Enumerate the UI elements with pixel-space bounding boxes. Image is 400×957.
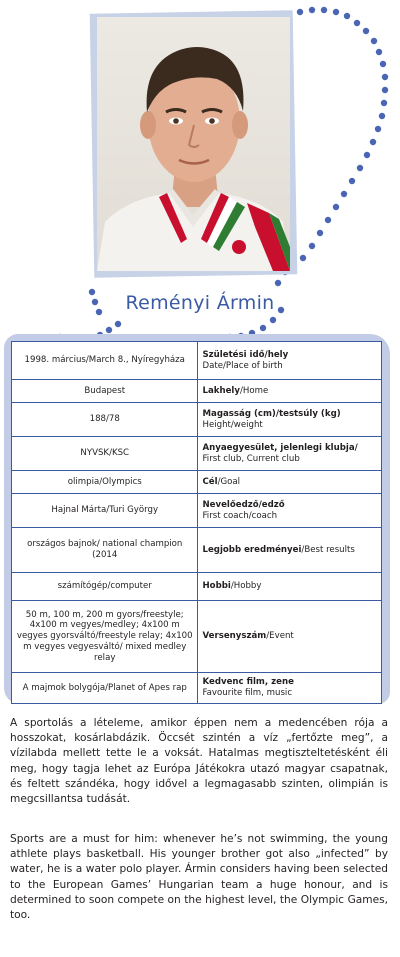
info-value: számítógép/computer	[12, 573, 198, 601]
athlete-name: Reményi Ármin	[125, 292, 275, 314]
label-hu: Hobbi	[202, 581, 231, 592]
label-hu: Nevelőedző/edző	[202, 499, 285, 510]
label-hu: Lakhely	[202, 385, 240, 396]
label-en: /Event	[266, 631, 294, 642]
label-hu: Legjobb eredményei	[202, 544, 302, 555]
label-en: /Hobby	[230, 581, 262, 592]
bio-paragraph-english: Sports are a must for him: whenever he’s not swimming, the young athlete plays basketball. His younger brother got also „infected” by water, he is a water polo player. Ármin considers having been selected to the European Games’ Hungarian team a huge honour, and is determined to soon compete on the highest level, the Olympic Games, too.	[10, 833, 388, 922]
info-label	[198, 573, 382, 601]
info-row-best-results	[12, 528, 382, 573]
info-label	[198, 673, 382, 704]
info-row-favourites	[12, 673, 382, 704]
label-en: /Best results	[301, 544, 355, 555]
label-hu: Versenyszám	[202, 631, 267, 642]
label-en: First club, Current club	[202, 453, 300, 464]
athlete-info-table	[11, 341, 382, 704]
label-en: First coach/coach	[202, 510, 278, 521]
bio-paragraph-hungarian: A sportolás a lételeme, amikor éppen nem a medencében rója a hosszokat, kosárlabdázik. Öccsét szintén a víz „fertőzte meg”, a vízilabda mellett tette le a voksát. Hatalmas megtiszteltetésként éli meg, hogy tagja lehet az Európa Játékokra utazó magyar csapatnak, és feltett szándéka, hogy idővel a legmagasabb szinten, olimpián is megcsillantsa tudását.	[10, 717, 388, 806]
info-label	[198, 528, 382, 573]
info-label	[198, 601, 382, 673]
info-row-event	[12, 601, 382, 673]
label-hu: Születési idő/hely	[202, 349, 289, 360]
info-value: NYVSK/KSC	[12, 437, 198, 471]
label-hu: Anyaegyesület, jelenlegi klubja/	[202, 442, 358, 453]
label-hu: Magasság (cm)/testsúly (kg)	[202, 408, 341, 419]
label-en: /Goal	[217, 476, 241, 487]
info-value: Budapest	[12, 380, 198, 403]
info-label	[198, 471, 382, 494]
label-en: Height/weight	[202, 419, 263, 430]
info-row-birth	[12, 342, 382, 380]
info-row-hobby	[12, 573, 382, 601]
info-row-coach	[12, 494, 382, 528]
info-label	[198, 380, 382, 403]
info-row-goal	[12, 471, 382, 494]
label-en: /Home	[239, 385, 269, 396]
label-hu: Cél	[202, 476, 218, 487]
label-en: Favourite film, music	[202, 688, 293, 698]
info-label	[198, 494, 382, 528]
info-row-club	[12, 437, 382, 471]
info-label	[198, 437, 382, 471]
info-value: A majmok bolygója/Planet of Apes rap	[12, 673, 198, 704]
info-value: Hajnal Márta/Turi György	[12, 494, 198, 528]
info-row-height-weight	[12, 403, 382, 437]
info-value: 50 m, 100 m, 200 m gyors/freestyle; 4x100 m vegyes/medley; 4x100 m vegyes gyorsváltó/freestyle relay; 4x100 m vegyes vegyesváltó/ mixed medley relay	[12, 601, 198, 673]
info-value: országos bajnok/ national champion (2014	[12, 528, 198, 573]
info-label	[198, 403, 382, 437]
info-value: 188/78	[12, 403, 198, 437]
info-value: 1998. március/March 8., Nyíregyháza	[12, 342, 198, 380]
athlete-portrait	[97, 17, 290, 271]
label-hu: Kedvenc film, zene	[202, 677, 294, 688]
info-value: olimpia/Olympics	[12, 471, 198, 494]
label-en: Date/Place of birth	[202, 360, 283, 371]
info-row-home	[12, 380, 382, 403]
info-label	[198, 342, 382, 380]
